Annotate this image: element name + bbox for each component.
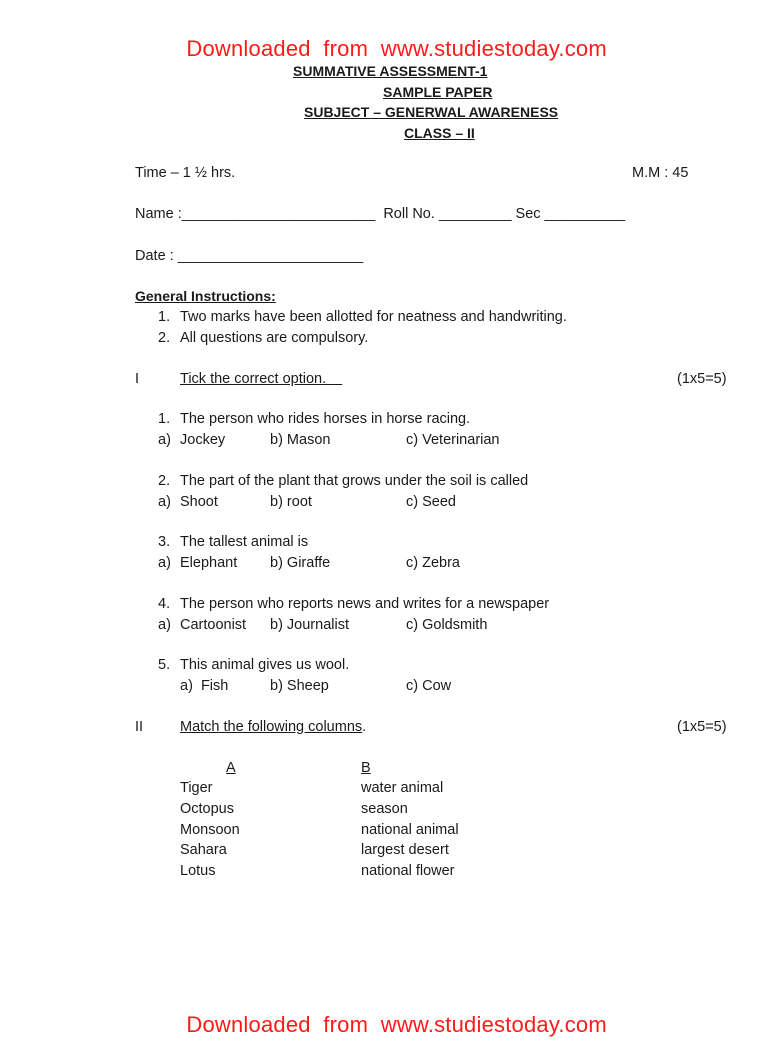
option-b: b) root [270, 494, 312, 510]
section-2-title: Match the following columns [180, 719, 363, 735]
question-text: The tallest animal is [180, 534, 309, 550]
column-a-header: A [226, 760, 236, 776]
option-c: c) Cow [406, 678, 452, 694]
option-a: Cartoonist [180, 617, 247, 633]
general-instructions-heading: General Instructions: [135, 288, 276, 304]
option-prefix: a) [158, 432, 171, 448]
question-number: 2. [158, 473, 171, 489]
date-line: Date : _______________________ [135, 248, 364, 264]
column-b-item: season [361, 801, 408, 817]
section-2-title-period: . [362, 719, 367, 735]
bottom-banner-text[interactable]: Downloaded from www.studiestoday.com [186, 1012, 607, 1037]
assessment-title: SUMMATIVE ASSESSMENT-1 [293, 63, 488, 79]
section-2-marks: (1x5=5) [677, 719, 727, 735]
column-a-item: Octopus [180, 801, 234, 817]
question-number: 5. [158, 657, 171, 673]
option-c: c) Veterinarian [406, 432, 500, 448]
option-a: Jockey [180, 432, 226, 448]
option-c: c) Goldsmith [406, 617, 488, 633]
column-b-item: water animal [361, 780, 444, 796]
bottom-download-banner[interactable] [0, 986, 768, 1064]
option-c: c) Zebra [406, 555, 460, 571]
option-c: c) Seed [406, 494, 456, 510]
sample-paper-title: SAMPLE PAPER [383, 84, 493, 100]
column-b-item: largest desert [361, 842, 449, 858]
instruction-number: 2. [158, 330, 171, 346]
column-b-header: B [361, 760, 371, 776]
instruction-number: 1. [158, 309, 171, 325]
section-1-marks: (1x5=5) [677, 371, 727, 387]
instruction-text: Two marks have been allotted for neatness and handwriting. [180, 309, 567, 325]
question-number: 1. [158, 411, 171, 427]
option-b: b) Sheep [270, 678, 329, 694]
max-marks-label: M.M : 45 [632, 165, 689, 181]
column-b-item: national animal [361, 822, 459, 838]
section-1-numeral: I [135, 371, 140, 387]
question-text: The person who reports news and writes for a newspaper [180, 596, 550, 612]
name-roll-sec-line: Name :________________________ Roll No. _________ Sec __________ [135, 206, 626, 222]
subject-title: SUBJECT – GENERWAL AWARENESS [304, 104, 559, 120]
option-a: a) Fish [180, 678, 229, 694]
question-number: 4. [158, 596, 171, 612]
option-prefix: a) [158, 494, 171, 510]
option-prefix: a) [158, 555, 171, 571]
top-banner-text[interactable]: Downloaded from www.studiestoday.com [186, 36, 607, 61]
column-a-item: Sahara [180, 842, 227, 858]
section-1-title: Tick the correct option. [180, 371, 343, 387]
section-2-title-wrap [180, 719, 366, 735]
section-2-numeral: II [135, 719, 144, 735]
question-number: 3. [158, 534, 171, 550]
column-a-item: Tiger [180, 780, 213, 796]
option-b: b) Giraffe [270, 555, 331, 571]
column-a-item: Monsoon [180, 822, 240, 838]
question-text: This animal gives us wool. [180, 657, 350, 673]
class-title: CLASS – II [404, 125, 475, 141]
column-b-item: national flower [361, 863, 455, 879]
instruction-text: All questions are compulsory. [180, 330, 369, 346]
option-prefix: a) [158, 617, 171, 633]
column-a-item: Lotus [180, 863, 216, 879]
option-a: Shoot [180, 494, 218, 510]
option-a: Elephant [180, 555, 238, 571]
question-text: The person who rides horses in horse racing. [180, 411, 471, 427]
option-b: b) Journalist [270, 617, 349, 633]
option-b: b) Mason [270, 432, 331, 448]
question-text: The part of the plant that grows under the soil is called [180, 473, 529, 489]
time-label: Time – 1 ½ hrs. [135, 165, 236, 181]
